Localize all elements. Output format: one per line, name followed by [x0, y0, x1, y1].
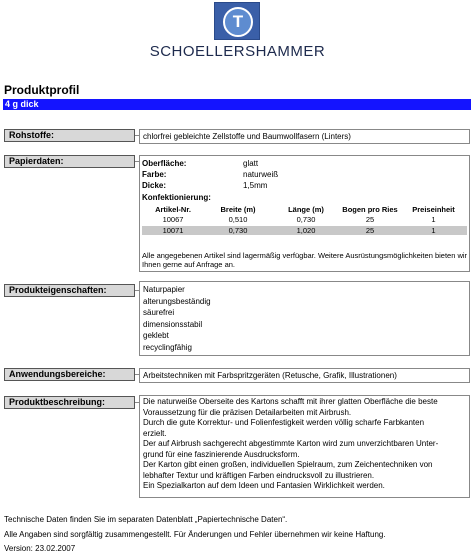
table-cell: 25 [340, 215, 400, 226]
section-label-rohstoffe: Rohstoffe: [4, 129, 135, 142]
oberflaeche-label: Oberfläche: [142, 159, 187, 168]
table-header: Breite (m) [220, 205, 256, 214]
availability-note: Alle angegebenen Artikel sind lagermäßig verfügbar. Weitere Ausrüstungsmöglichkeiten bieten wir Ihnen gerne auf Anfrage an. [142, 251, 468, 269]
table-cell: 0,730 [204, 225, 272, 235]
dicke-value: 1,5mm [243, 181, 268, 190]
table-header: Preiseinheit [412, 205, 455, 214]
farbe-value: naturweiß [243, 170, 279, 179]
list-item: geklebt [143, 331, 169, 340]
table-cell: 10071 [142, 225, 204, 235]
konfektionierung-label: Konfektionierung: [142, 193, 211, 202]
section-label-produkteigenschaften: Produkteigenschaften: [4, 284, 135, 297]
table-cell: 10067 [142, 215, 204, 226]
description-line: grund für eine faszinierende Ausdrucksform. [143, 449, 300, 459]
table-cell: 1 [400, 225, 467, 235]
table-row [142, 225, 467, 235]
section-label-produktbeschreibung: Produktbeschreibung: [4, 396, 135, 409]
table-cell: 0,730 [272, 215, 340, 226]
footer-disclaimer: Alle Angaben sind sorgfältig zusammengestellt. Für Änderungen und Fehler übernehmen wir keine Haftung. [4, 530, 386, 539]
description-line: Ein Spezialkarton auf dem Ideen und Fantasien Wirklichkeit werden. [143, 481, 385, 490]
description-line: lebhafter Textur und kräftigen Farben eindrucksvoll zu illustrieren. [143, 470, 375, 480]
konfektionierung-table [142, 205, 467, 235]
table-cell: 0,510 [204, 215, 272, 226]
list-item: säurefrei [143, 308, 175, 317]
table-header: Länge (m) [288, 205, 324, 214]
description-line: Durch die gute Korrektur- und Folienfestigkeit werden völlig scharfe Farbkanten [143, 418, 425, 427]
description-line: Der auf Airbrush sachgerecht abgestimmte Karton wird zum unverzichtbaren Unter- [143, 439, 439, 448]
anwendungsbereiche-text: Arbeitstechniken mit Farbspritzgeräten (Retusche, Grafik, Illustrationen) [143, 371, 397, 380]
table-cell: 1,020 [272, 225, 340, 235]
dicke-label: Dicke: [142, 181, 167, 190]
table-header: Artikel-Nr. [155, 205, 191, 214]
footer-version: Version: 23.02.2007 [4, 544, 76, 553]
list-item: recyclingfähig [143, 342, 192, 352]
logo-circle-icon [223, 7, 253, 37]
table-header: Bogen pro Ries [342, 205, 398, 214]
footer-technical-note: Technische Daten finden Sie im separaten Datenblatt „Papiertechnische Daten“. [4, 515, 288, 524]
farbe-label: Farbe: [142, 170, 167, 179]
list-item: Naturpapier [143, 285, 185, 294]
section-label-anwendungsbereiche: Anwendungsbereiche: [4, 368, 135, 381]
product-title-bar: 4 g dick [3, 99, 471, 110]
page-title: Produktprofil [4, 83, 80, 97]
description-line: erzielt. [143, 428, 167, 438]
section-label-papierdaten: Papierdaten: [4, 155, 135, 168]
section-box-rohstoffe [139, 129, 470, 144]
section-box-produkteigenschaften [139, 281, 470, 356]
logo-letter: T [232, 12, 244, 31]
table-cell: 1 [400, 215, 467, 226]
list-item: alterungsbeständig [143, 296, 211, 306]
brand-logo [0, 0, 475, 66]
oberflaeche-value: glatt [243, 159, 259, 168]
logo-badge [214, 2, 260, 40]
table-cell: 25 [340, 225, 400, 235]
description-line: Der Karton gibt einen großen, individuellen Spielraum, zum Zeichentechniken von [143, 460, 433, 469]
section-box-produktbeschreibung [139, 395, 470, 498]
description-line: Voraussetzung für die präzisen Detailarbeiten mit Airbrush. [143, 407, 352, 417]
section-box-anwendungsbereiche [139, 368, 470, 383]
logo-text: SCHOELLERSHAMMER [149, 43, 326, 60]
table-row [142, 215, 467, 226]
description-line: Die naturweiße Oberseite des Kartons schafft mit ihrer glatten Oberfläche die beste [143, 397, 438, 406]
table-header-row [142, 205, 467, 215]
list-item: dimensionsstabil [143, 319, 203, 329]
rohstoffe-text: chlorfrei gebleichte Zellstoffe und Baumwollfasern (Linters) [143, 132, 351, 141]
